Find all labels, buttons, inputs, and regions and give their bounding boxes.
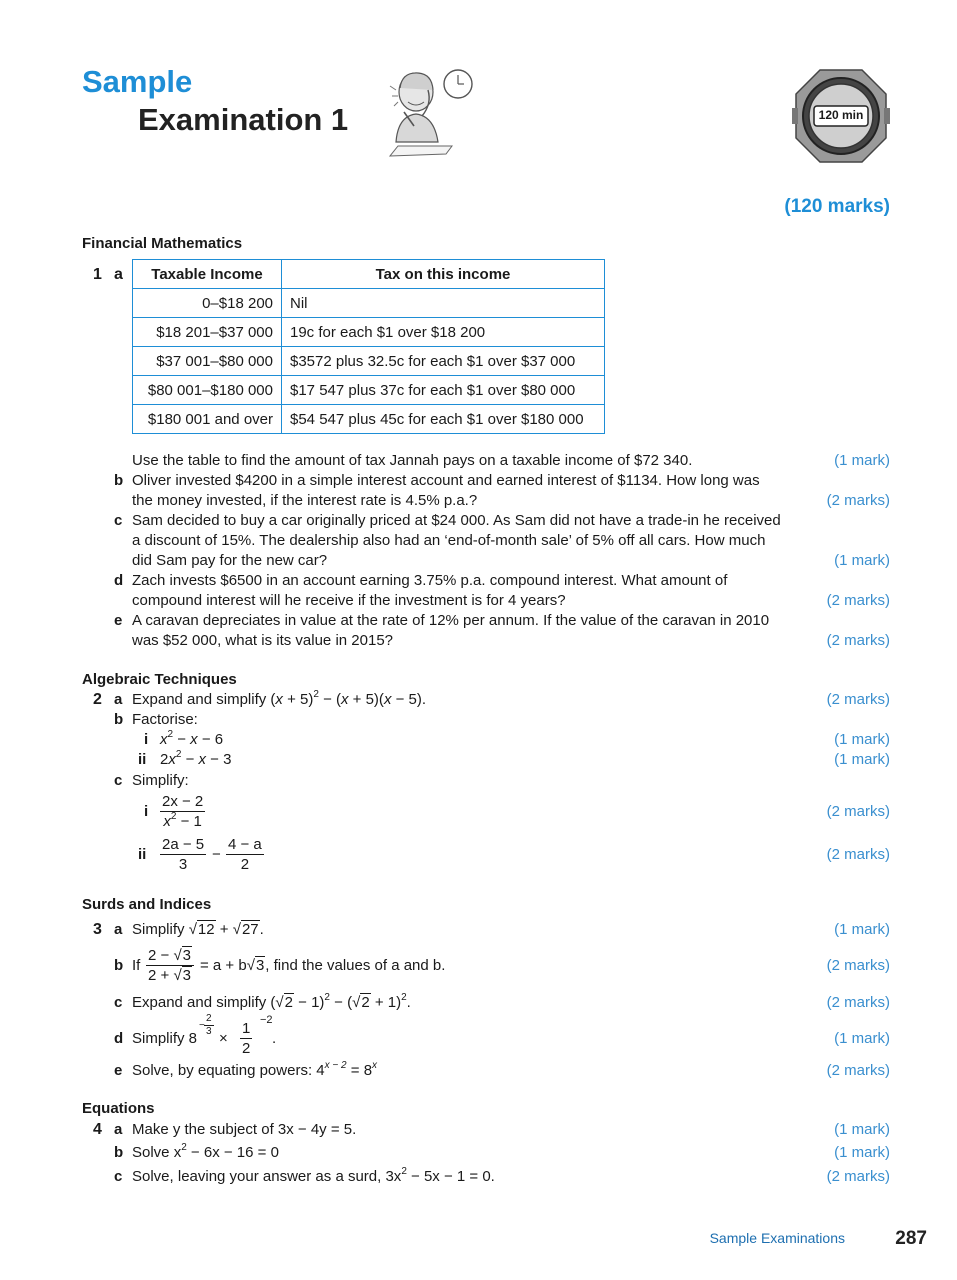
question-letter: a bbox=[114, 1121, 123, 1138]
text-part: − 1) bbox=[293, 994, 325, 1011]
fraction-numerator: 2 bbox=[206, 1013, 212, 1024]
times-sign: × bbox=[219, 1030, 228, 1047]
text-part: 2 − bbox=[148, 947, 174, 964]
question-text: Use the table to find the amount of tax Jannah pays on a taxable income of $72 340. bbox=[132, 452, 693, 469]
fraction-denominator: 2 bbox=[242, 1040, 251, 1057]
question-text: Make y the subject of 3x − 4y = 5. bbox=[132, 1121, 357, 1138]
question-letter: d bbox=[114, 572, 124, 589]
question-letter: c bbox=[114, 512, 123, 529]
exponent: 2 bbox=[313, 689, 319, 700]
marks-label: (1 mark) bbox=[834, 1030, 890, 1047]
radicand: 2 bbox=[284, 994, 293, 1011]
var-x: x bbox=[198, 751, 207, 768]
question-letter: a bbox=[114, 921, 123, 938]
text-part: − bbox=[173, 731, 191, 748]
question-text bbox=[132, 1143, 279, 1163]
question-3c bbox=[0, 993, 957, 1013]
text-part: Simplify bbox=[132, 921, 189, 938]
text-part: + 5)( bbox=[348, 691, 384, 708]
question-letter: i bbox=[144, 803, 149, 820]
fraction-numerator: 2 − √3 bbox=[146, 946, 194, 966]
marks-label: (2 marks) bbox=[826, 592, 890, 609]
fraction-numerator: 4 − a bbox=[228, 836, 262, 853]
question-1a-letter: a bbox=[114, 266, 123, 283]
table-row bbox=[133, 376, 605, 405]
title-line1: Sample bbox=[82, 64, 193, 99]
total-marks: (120 marks) bbox=[784, 196, 890, 217]
fraction-2cii-second bbox=[226, 835, 264, 874]
table-cell-tax: 19c for each $1 over $18 200 bbox=[282, 318, 605, 347]
table-cell-tax: $54 547 plus 45c for each $1 over $180 000 bbox=[282, 405, 605, 434]
exponent: 2 bbox=[181, 1142, 187, 1153]
radicand: 3 bbox=[182, 947, 192, 964]
question-letter: b bbox=[114, 472, 124, 489]
question-1c-line3 bbox=[0, 551, 957, 571]
text-part: − 1 bbox=[176, 813, 202, 830]
question-letter: e bbox=[114, 612, 123, 629]
question-2b bbox=[0, 710, 957, 730]
question-2c bbox=[0, 771, 957, 791]
question-letter: i bbox=[144, 731, 149, 748]
text-part: Solve, leaving your answer as a surd, 3x bbox=[132, 1168, 402, 1185]
fraction-2cii-first bbox=[160, 835, 206, 874]
text-part: − ( bbox=[329, 994, 353, 1011]
text-part: Solve x bbox=[132, 1144, 182, 1161]
question-text: If bbox=[132, 957, 141, 974]
question-number-4: 4 bbox=[93, 1121, 102, 1138]
fraction-denominator: 3 bbox=[178, 856, 188, 873]
section-heading-surds: Surds and Indices bbox=[82, 896, 212, 913]
question-text: was $52 000, what is its value in 2015? bbox=[132, 632, 393, 649]
question-1d-line2 bbox=[0, 591, 957, 611]
question-letter: c bbox=[114, 1168, 123, 1185]
question-letter: b bbox=[114, 1144, 124, 1161]
question-text bbox=[132, 1061, 377, 1081]
question-1e-line2 bbox=[0, 631, 957, 651]
question-text: Simplify: bbox=[132, 772, 189, 789]
marks-label: (2 marks) bbox=[826, 994, 890, 1011]
question-2ci bbox=[0, 802, 957, 822]
tax-table bbox=[132, 259, 605, 434]
text-part: − 5x − 1 = 0. bbox=[406, 1168, 495, 1185]
var-x: x bbox=[163, 813, 171, 830]
question-text bbox=[160, 750, 231, 770]
exponent: 2 bbox=[401, 992, 407, 1003]
fraction-3b bbox=[146, 946, 194, 985]
fraction-numerator: 2a − 5 bbox=[162, 836, 205, 853]
text-part: − 5). bbox=[391, 691, 427, 708]
table-row bbox=[133, 318, 605, 347]
question-text: the money invested, if the interest rate is 4.5% p.a.? bbox=[132, 492, 478, 509]
radicand: 2 bbox=[361, 994, 370, 1011]
exponent-fraction bbox=[204, 1013, 214, 1038]
fraction-3d bbox=[240, 1019, 252, 1058]
question-number-3: 3 bbox=[93, 921, 102, 938]
page-number: 287 bbox=[895, 1228, 927, 1249]
text-part: . bbox=[259, 921, 264, 938]
question-text: Zach invests $6500 in an account earning 3.75% p.a. compound interest. What amount of bbox=[132, 572, 728, 589]
question-letter: c bbox=[114, 772, 123, 789]
question-text bbox=[132, 1167, 495, 1187]
table-cell-tax: Nil bbox=[282, 289, 605, 318]
marks-label: (2 marks) bbox=[826, 1062, 890, 1079]
question-letter: ii bbox=[138, 751, 147, 768]
fraction-numerator: 2x − 2 bbox=[162, 793, 204, 810]
marks-label: (2 marks) bbox=[826, 803, 890, 820]
fraction-numerator: 1 bbox=[242, 1020, 251, 1037]
exponent: 2 bbox=[167, 729, 174, 740]
table-header-tax: Tax on this income bbox=[282, 260, 605, 289]
exponent: x bbox=[372, 1060, 378, 1071]
marks-label: (2 marks) bbox=[826, 846, 890, 863]
marks-label: (2 marks) bbox=[826, 691, 890, 708]
table-cell-tax: $17 547 plus 37c for each $1 over $80 000 bbox=[282, 376, 605, 405]
question-text: Sam decided to buy a car originally priced at $24 000. As Sam did not have a trade-in he received bbox=[132, 512, 781, 529]
var-x: x bbox=[383, 691, 392, 708]
question-text: A caravan depreciates in value at the rate of 12% per annum. If the value of the caravan in 2010 bbox=[132, 612, 770, 629]
question-1d bbox=[0, 571, 957, 591]
text-part: 2 bbox=[160, 751, 169, 768]
fraction-denominator: 3 bbox=[206, 1026, 212, 1037]
marks-label: (1 mark) bbox=[834, 1121, 890, 1138]
question-letter: b bbox=[114, 957, 124, 974]
title-line2: Examination 1 bbox=[138, 102, 349, 137]
operator: − bbox=[212, 846, 221, 863]
table-header-income: Taxable Income bbox=[133, 260, 282, 289]
question-2cii bbox=[0, 845, 957, 865]
table-cell-income: $180 001 and over bbox=[133, 405, 282, 434]
question-text: compound interest will he receive if the investment is for 4 years? bbox=[132, 592, 566, 609]
question-letter: c bbox=[114, 994, 123, 1011]
marks-label: (2 marks) bbox=[826, 957, 890, 974]
question-text: Expand and simplify $(√2 - 1)^2 - (√2 + 1)^2$. bbox=[132, 992, 411, 1011]
exponent-sign: − bbox=[199, 1020, 205, 1031]
var-x: x bbox=[160, 731, 168, 748]
tax-table-header-row bbox=[133, 260, 605, 289]
timer-label: 120 min bbox=[818, 108, 864, 122]
question-1c-line2 bbox=[0, 531, 957, 551]
question-2bi bbox=[0, 730, 957, 750]
table-cell-income: $80 001–$180 000 bbox=[133, 376, 282, 405]
text-part: − ( bbox=[318, 691, 341, 708]
text-part: − bbox=[181, 751, 199, 768]
text-part: − 3 bbox=[206, 751, 232, 768]
question-1b-line2 bbox=[0, 491, 957, 511]
marks-label: (1 mark) bbox=[834, 1144, 890, 1161]
marks-label: (2 marks) bbox=[826, 492, 890, 509]
question-1e bbox=[0, 611, 957, 631]
table-cell-income: $37 001–$80 000 bbox=[133, 347, 282, 376]
text-part: + bbox=[215, 921, 233, 938]
text-part: . bbox=[272, 1030, 277, 1047]
text-part: − 6 bbox=[197, 731, 224, 748]
marks-label: (1 mark) bbox=[834, 921, 890, 938]
marks-label: (1 mark) bbox=[834, 751, 890, 768]
text-part: Expand and simplify ( bbox=[132, 994, 276, 1011]
marks-label: (1 mark) bbox=[834, 452, 890, 469]
question-text: a discount of 15%. The dealership also had an ‘end-of-month sale’ of 5% off all cars. How much bbox=[132, 532, 766, 549]
question-3a bbox=[0, 920, 957, 940]
exponent: x − 2 bbox=[324, 1060, 347, 1071]
question-2a bbox=[0, 690, 957, 710]
question-4a bbox=[0, 1120, 957, 1140]
question-letter: a bbox=[114, 691, 123, 708]
table-cell-income: 0–$18 200 bbox=[133, 289, 282, 318]
question-text bbox=[132, 690, 426, 710]
text-part: = a + b bbox=[200, 957, 247, 974]
table-cell-income: $18 201–$37 000 bbox=[133, 318, 282, 347]
fraction-denominator: 2 + √3 bbox=[148, 967, 192, 984]
thinking-student-icon bbox=[386, 66, 476, 160]
var-x: x bbox=[190, 731, 198, 748]
table-row bbox=[133, 289, 605, 318]
question-letter: b bbox=[114, 711, 124, 728]
marks-label: (1 mark) bbox=[834, 731, 890, 748]
question-text: Simplify 8 bbox=[132, 1030, 198, 1047]
fraction-denominator: 2 bbox=[240, 856, 250, 873]
outer-exponent: −2 bbox=[260, 1014, 273, 1026]
question-1a bbox=[0, 451, 957, 471]
fraction-denominator bbox=[160, 812, 205, 831]
text-part: , find the values of a and b. bbox=[265, 957, 446, 974]
question-letter: d bbox=[114, 1030, 124, 1047]
text-part: + 1) bbox=[370, 994, 402, 1011]
fraction-2ci bbox=[160, 792, 205, 831]
question-1c bbox=[0, 511, 957, 531]
exponent: 2 bbox=[401, 1166, 407, 1177]
section-heading-equations: Equations bbox=[82, 1100, 155, 1117]
question-3d bbox=[0, 1029, 957, 1049]
table-cell-tax: $3572 plus 32.5c for each $1 over $37 000 bbox=[282, 347, 605, 376]
section-heading-financial: Financial Mathematics bbox=[82, 235, 243, 252]
question-4c bbox=[0, 1167, 957, 1187]
question-letter: e bbox=[114, 1062, 123, 1079]
table-row bbox=[133, 347, 605, 376]
text-part: = 8 bbox=[346, 1062, 373, 1079]
section-heading-algebraic: Algebraic Techniques bbox=[82, 671, 237, 688]
var-x: x bbox=[168, 751, 176, 768]
radicand: 12 bbox=[197, 921, 215, 938]
exponent: 2 bbox=[324, 992, 330, 1003]
text-part: 2 + bbox=[148, 967, 174, 984]
question-text: Factorise: bbox=[132, 711, 198, 728]
question-number-1: 1 bbox=[93, 266, 102, 283]
text-part: . bbox=[406, 994, 411, 1011]
question-text bbox=[160, 730, 223, 750]
marks-label: (2 marks) bbox=[826, 1168, 890, 1185]
question-2bii bbox=[0, 750, 957, 770]
exponent: 2 bbox=[175, 749, 182, 760]
question-letter: ii bbox=[138, 846, 147, 863]
question-1b bbox=[0, 471, 957, 491]
radicand: 27 bbox=[241, 921, 259, 938]
marks-label: (2 marks) bbox=[826, 632, 890, 649]
question-3b bbox=[0, 956, 957, 976]
footer-label: Sample Examinations bbox=[709, 1230, 845, 1246]
exponent: 2 bbox=[170, 811, 177, 822]
question-3e bbox=[0, 1061, 957, 1081]
marks-label: (1 mark) bbox=[834, 552, 890, 569]
question-text: did Sam pay for the new car? bbox=[132, 552, 328, 569]
text-part: + 5) bbox=[282, 691, 314, 708]
table-row bbox=[133, 405, 605, 434]
var-x: x bbox=[341, 691, 349, 708]
text-part: Expand and simplify ( bbox=[132, 691, 276, 708]
radicand: 3 bbox=[182, 967, 192, 984]
text-part: Solve, by equating powers: 4 bbox=[132, 1062, 325, 1079]
question-number-2: 2 bbox=[93, 691, 102, 708]
question-text: Simplify √12 + √27. bbox=[132, 921, 264, 938]
var-x: x bbox=[275, 691, 283, 708]
radicand: 3 bbox=[255, 957, 265, 974]
text-part: − 6x − 16 = 0 bbox=[186, 1144, 279, 1161]
question-4b bbox=[0, 1143, 957, 1163]
question-text: = a + b√3, find the values of a and b. bbox=[200, 957, 446, 974]
question-text: Oliver invested $4200 in a simple interest account and earned interest of $1134. How long was bbox=[132, 472, 760, 489]
